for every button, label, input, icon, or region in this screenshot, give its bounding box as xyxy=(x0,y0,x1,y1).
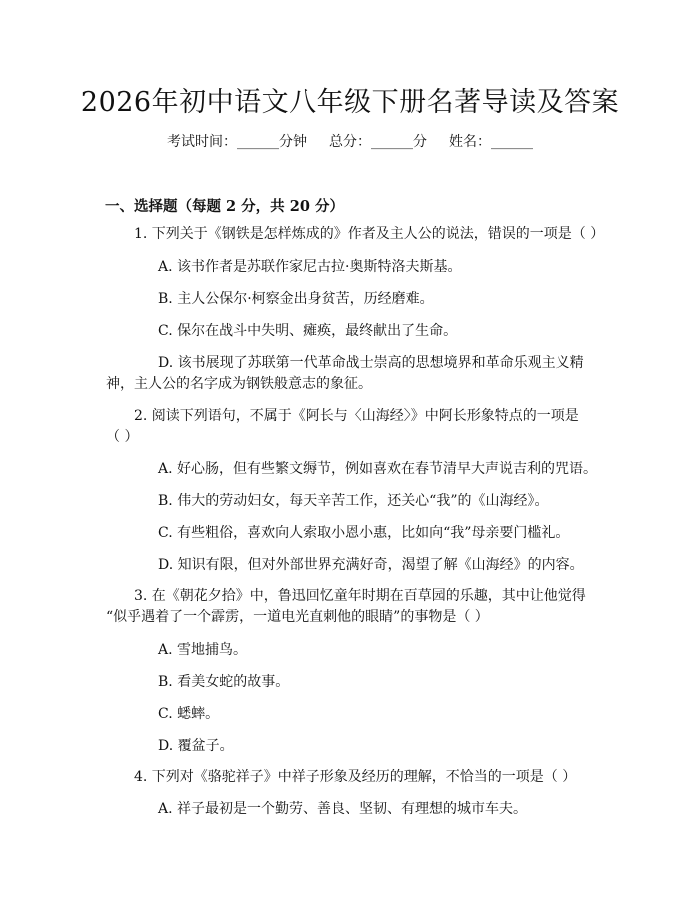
answer-option: A. 雪地捕鸟。 xyxy=(158,642,248,658)
question-stem: 1. 下列关于《钢铁是怎样炼成的》作者及主人公的说法，错误的一项是（ ） xyxy=(134,226,605,242)
question-stem: 3. 在《朝花夕拾》中，鲁迅回忆童年时期在百草园的乐趣，其中让他觉得 xyxy=(134,588,586,604)
answer-option: D. 知识有限，但对外部世界充满好奇，渴望了解《山海经》的内容。 xyxy=(158,557,584,573)
exam-info-line xyxy=(0,131,700,151)
total-score-field: 总分：______分 xyxy=(329,134,427,150)
answer-option-continuation: 神，主人公的名字成为钢铁般意志的象征。 xyxy=(106,376,372,392)
answer-option: D. 该书展现了苏联第一代革命战士崇高的思想境界和革命乐观主义精 xyxy=(158,355,584,371)
question-stem: 4. 下列对《骆驼祥子》中祥子形象及经历的理解，不恰当的一项是（ ） xyxy=(134,769,577,785)
answer-option: A. 祥子最初是一个勤劳、善良、坚韧、有理想的城市车夫。 xyxy=(158,801,528,817)
answer-option: B. 伟大的劳动妇女，每天辛苦工作，还关心“我”的《山海经》。 xyxy=(158,493,549,509)
question-stem-continuation: （ ） xyxy=(106,429,139,445)
page-title: 2026年初中语文八年级下册名著导读及答案 xyxy=(80,87,620,118)
question-stem: 2. 阅读下列语句，不属于《阿长与〈山海经〉》中阿长形象特点的一项是 xyxy=(134,408,579,424)
answer-option: A. 该书作者是苏联作家尼古拉·奥斯特洛夫斯基。 xyxy=(158,259,462,275)
answer-option: B. 看美女蛇的故事。 xyxy=(158,674,290,690)
answer-option: B. 主人公保尔·柯察金出身贫苦，历经磨难。 xyxy=(158,291,434,307)
section-heading: 一、选择题（每题 2 分，共 20 分） xyxy=(105,198,344,215)
exam-time-field: 考试时间：______分钟 xyxy=(167,134,307,150)
answer-option: D. 覆盆子。 xyxy=(158,738,234,754)
answer-option: A. 好心肠，但有些繁文缛节，例如喜欢在春节清早大声说吉利的咒语。 xyxy=(158,461,598,477)
question-stem-continuation: “似乎遇着了一个霹雳，一道电光直刺他的眼睛”的事物是（ ） xyxy=(106,609,489,625)
student-name-field: 姓名：______ xyxy=(449,134,533,150)
answer-option: C. 有些粗俗，喜欢向人索取小恩小惠，比如向“我”母亲要门槛礼。 xyxy=(158,525,570,541)
answer-option: C. 蟋蟀。 xyxy=(158,706,220,722)
answer-option: C. 保尔在战斗中失明、瘫痪，最终献出了生命。 xyxy=(158,323,458,339)
